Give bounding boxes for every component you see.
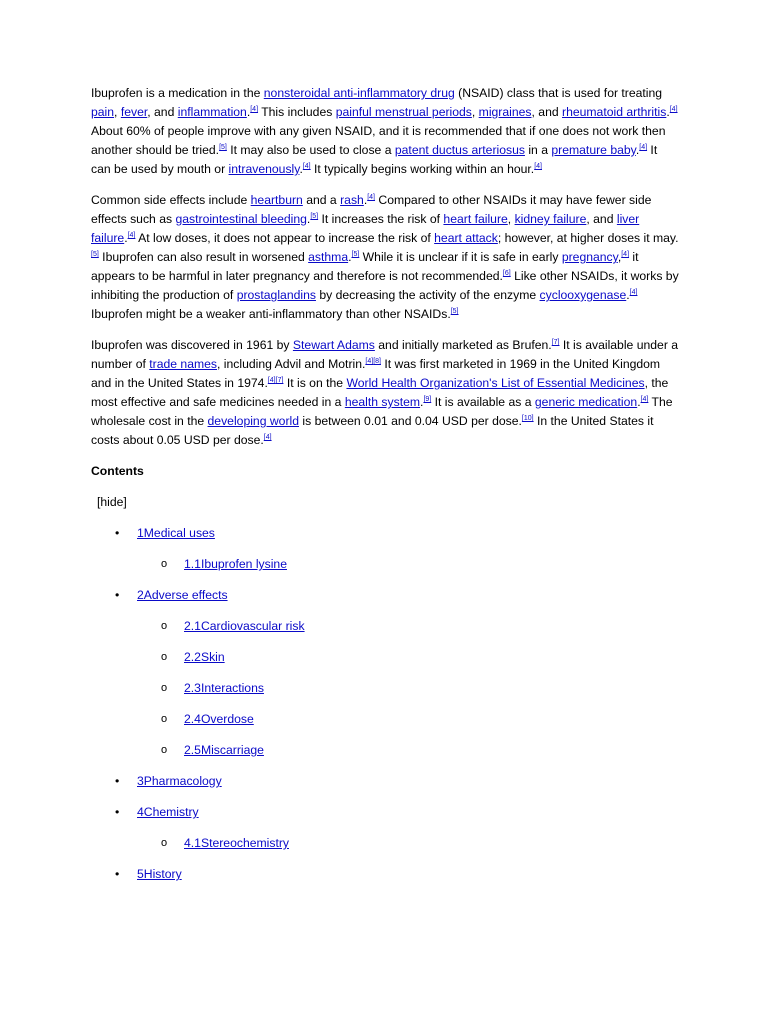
text: . xyxy=(348,250,352,264)
link-kidney-failure[interactable]: kidney failure xyxy=(514,212,587,226)
bullet-icon: • xyxy=(115,805,120,819)
toc-link[interactable]: 5History xyxy=(137,867,182,881)
toc-subitem xyxy=(91,555,679,574)
citation-link[interactable]: [10] xyxy=(521,415,534,422)
toc-item-adverse-effects xyxy=(91,586,679,760)
citation-link[interactable]: [4] xyxy=(250,106,259,113)
citation-link[interactable]: [4] xyxy=(639,144,648,151)
text: Ibuprofen was discovered in 1961 by xyxy=(91,338,293,352)
toc-link[interactable]: 2Adverse effects xyxy=(137,588,228,602)
toc-link[interactable]: 2.3Interactions xyxy=(184,681,264,695)
link-rash[interactable]: rash xyxy=(340,193,364,207)
text: Like other NSAIDs, it works by inhibiting the production of xyxy=(91,269,679,302)
toc-subsection-list xyxy=(91,834,679,853)
toc-subitem xyxy=(91,710,679,729)
sub-bullet-icon: o xyxy=(161,620,168,632)
text: . xyxy=(626,288,630,302)
link-rheumatoid-arthritis[interactable]: rheumatoid arthritis xyxy=(562,105,667,119)
text: Ibuprofen can also result in worsened xyxy=(98,250,309,264)
toc-link[interactable]: 1Medical uses xyxy=(137,526,215,540)
citation-link[interactable]: [4] xyxy=(640,396,649,403)
text: it appears to be harmful in later pregnancy and therefore is not recommended. xyxy=(91,250,639,283)
text: It increases the risk of xyxy=(318,212,444,226)
link-inflammation[interactable]: inflammation xyxy=(177,105,247,119)
link-migraines[interactable]: migraines xyxy=(478,105,532,119)
toc-link[interactable]: 4.1Stereochemistry xyxy=(184,836,289,850)
bullet-icon: • xyxy=(115,526,120,540)
citation-link[interactable]: [5] xyxy=(450,308,459,315)
sub-bullet-icon: o xyxy=(161,744,168,756)
citation-link[interactable]: [7] xyxy=(275,377,284,384)
toc-link[interactable]: 2.4Overdose xyxy=(184,712,254,726)
text: It was first marketed in 1969 in the United Kingdom and in the United States in 1974. xyxy=(91,357,661,390)
citation-link[interactable]: [7] xyxy=(551,339,560,346)
link-fever[interactable]: fever xyxy=(120,105,148,119)
text: , xyxy=(471,105,479,119)
link-pain[interactable]: pain xyxy=(91,105,115,119)
citation-link[interactable]: [4] xyxy=(302,163,311,170)
article-body xyxy=(91,84,679,896)
sub-bullet-icon: o xyxy=(161,837,168,849)
text: . xyxy=(124,231,128,245)
text: This includes xyxy=(258,105,336,119)
text: In the United States it costs about 0.05 USD per dose. xyxy=(91,414,654,447)
text: , and xyxy=(586,212,617,226)
text: Compared to other NSAIDs it may have fewer side effects such as xyxy=(91,193,652,226)
text: . xyxy=(637,395,641,409)
text: Common side effects include xyxy=(91,193,251,207)
citation-link[interactable]: [5] xyxy=(310,213,319,220)
toc-link[interactable]: 4Chemistry xyxy=(137,805,199,819)
text: , and xyxy=(531,105,563,119)
toc-hide-toggle[interactable]: [hide] xyxy=(97,495,127,509)
link-patent-ductus-arteriosus[interactable]: patent ductus arteriosus xyxy=(394,143,525,157)
text: . xyxy=(666,105,670,119)
text: is between 0.01 and 0.04 USD per dose. xyxy=(299,414,522,428)
sub-bullet-icon: o xyxy=(161,651,168,663)
text: and a xyxy=(302,193,341,207)
citation-link[interactable]: [4] xyxy=(629,289,638,296)
text: , xyxy=(617,250,622,264)
citation-link[interactable]: [6] xyxy=(502,270,511,277)
toc-subsection-list xyxy=(91,555,679,574)
toc-item-history xyxy=(91,865,679,884)
link-liver-failure[interactable]: liver failure xyxy=(91,212,640,245)
text: It is on the xyxy=(283,376,347,390)
text: , and xyxy=(147,105,178,119)
contents-heading: Contents xyxy=(91,464,144,478)
text: , xyxy=(114,105,121,119)
link-heart-attack[interactable]: heart attack xyxy=(434,231,498,245)
intro-paragraph xyxy=(91,84,679,179)
sub-bullet-icon: o xyxy=(161,713,168,725)
sub-bullet-icon: o xyxy=(161,682,168,694)
link-trade-names[interactable]: trade names xyxy=(149,357,218,371)
toc-subitem xyxy=(91,648,679,667)
text: . xyxy=(306,212,311,226)
table-of-contents xyxy=(91,524,679,884)
toc-item-chemistry xyxy=(91,803,679,853)
text: , the most effective and safe medicines needed in a xyxy=(91,376,669,409)
text: , including Advil and Motrin. xyxy=(217,357,366,371)
citation-link[interactable]: [4] xyxy=(263,434,272,441)
toc-item-medical-uses xyxy=(91,524,679,574)
link-heartburn[interactable]: heartburn xyxy=(250,193,303,207)
toc-link[interactable]: 3Pharmacology xyxy=(137,774,222,788)
link-prostaglandins[interactable]: prostaglandins xyxy=(236,288,316,302)
history-paragraph xyxy=(91,336,679,450)
link-pregnancy[interactable]: pregnancy xyxy=(561,250,618,264)
citation-link[interactable]: [4] xyxy=(367,194,376,201)
text: The wholesale cost in the xyxy=(91,395,673,428)
text: (NSAID) class that is used for treating xyxy=(454,86,663,100)
text: . xyxy=(363,193,368,207)
toc-item-pharmacology xyxy=(91,772,679,791)
text: . xyxy=(246,105,251,119)
link-heart-failure[interactable]: heart failure xyxy=(443,212,508,226)
text: in a xyxy=(524,143,552,157)
link-who-essential-medicines[interactable]: World Health Organization's List of Essential Medicines xyxy=(346,376,645,390)
link-intravenously[interactable]: intravenously xyxy=(228,162,300,176)
toc-link[interactable]: 2.2Skin xyxy=(184,650,225,664)
bullet-icon: • xyxy=(115,588,120,602)
toc-subitem xyxy=(91,741,679,760)
text: by decreasing the activity of the enzyme xyxy=(315,288,540,302)
link-premature-baby[interactable]: premature baby xyxy=(551,143,636,157)
text: About 60% of people improve with any given NSAID, and it is recommended that if one does not work then another should be tried. xyxy=(91,124,666,157)
text: and initially marketed as Brufen. xyxy=(374,338,552,352)
toc-link[interactable]: 2.5Miscarriage xyxy=(184,743,264,757)
text: It is available as a xyxy=(431,395,535,409)
toc-link[interactable]: 1.1Ibuprofen lysine xyxy=(184,557,287,571)
toc-link[interactable]: 2.1Cardiovascular risk xyxy=(184,619,305,633)
citation-link[interactable]: [5] xyxy=(91,251,99,258)
text: , xyxy=(507,212,515,226)
link-stewart-adams[interactable]: Stewart Adams xyxy=(292,338,375,352)
citation-link[interactable]: [4] xyxy=(267,377,276,384)
citation-link[interactable]: [4] xyxy=(534,163,542,170)
link-painful-menstrual-periods[interactable]: painful menstrual periods xyxy=(335,105,472,119)
text: It typically begins working within an hour. xyxy=(310,162,535,176)
text: While it is unclear if it is safe in early xyxy=(359,250,562,264)
link-generic-medication[interactable]: generic medication xyxy=(534,395,638,409)
sub-bullet-icon: o xyxy=(161,558,168,570)
link-gastrointestinal-bleeding[interactable]: gastrointestinal bleeding xyxy=(175,212,307,226)
citation-link[interactable]: [5] xyxy=(351,251,360,258)
toc-subitem xyxy=(91,834,679,853)
text: ; however, at higher doses it may. xyxy=(497,231,679,245)
text: At low doses, it does not appear to increase the risk of xyxy=(135,231,435,245)
link-nsaid[interactable]: nonsteroidal anti-inflammatory drug xyxy=(263,86,455,100)
text: . xyxy=(420,395,424,409)
text: It is available under a number of xyxy=(91,338,679,371)
link-health-system[interactable]: health system xyxy=(344,395,421,409)
citation-link[interactable]: [4] xyxy=(127,232,136,239)
text: It may also be used to close a xyxy=(226,143,395,157)
link-cyclooxygenase[interactable]: cyclooxygenase xyxy=(539,288,627,302)
toc-subitem xyxy=(91,617,679,636)
text: . xyxy=(635,143,640,157)
link-asthma[interactable]: asthma xyxy=(308,250,349,264)
text: . xyxy=(299,162,303,176)
citation-link[interactable]: [9] xyxy=(423,396,432,403)
citation-link[interactable]: [5] xyxy=(219,144,227,151)
toc-subsection-list xyxy=(91,617,679,760)
bullet-icon: • xyxy=(115,774,120,788)
citation-link[interactable]: [4] xyxy=(621,251,630,258)
link-developing-world[interactable]: developing world xyxy=(207,414,299,428)
text: Ibuprofen is a medication in the xyxy=(91,86,264,100)
toc-subitem xyxy=(91,679,679,698)
citation-link[interactable]: [4] xyxy=(669,106,678,113)
bullet-icon: • xyxy=(115,867,120,881)
text: Ibuprofen might be a weaker anti-inflammatory than other NSAIDs. xyxy=(91,307,451,321)
side-effects-paragraph xyxy=(91,191,679,324)
citation-link[interactable]: [8] xyxy=(373,358,381,365)
citation-link[interactable]: [4] xyxy=(365,358,374,365)
text: It can be used by mouth or xyxy=(91,143,658,176)
